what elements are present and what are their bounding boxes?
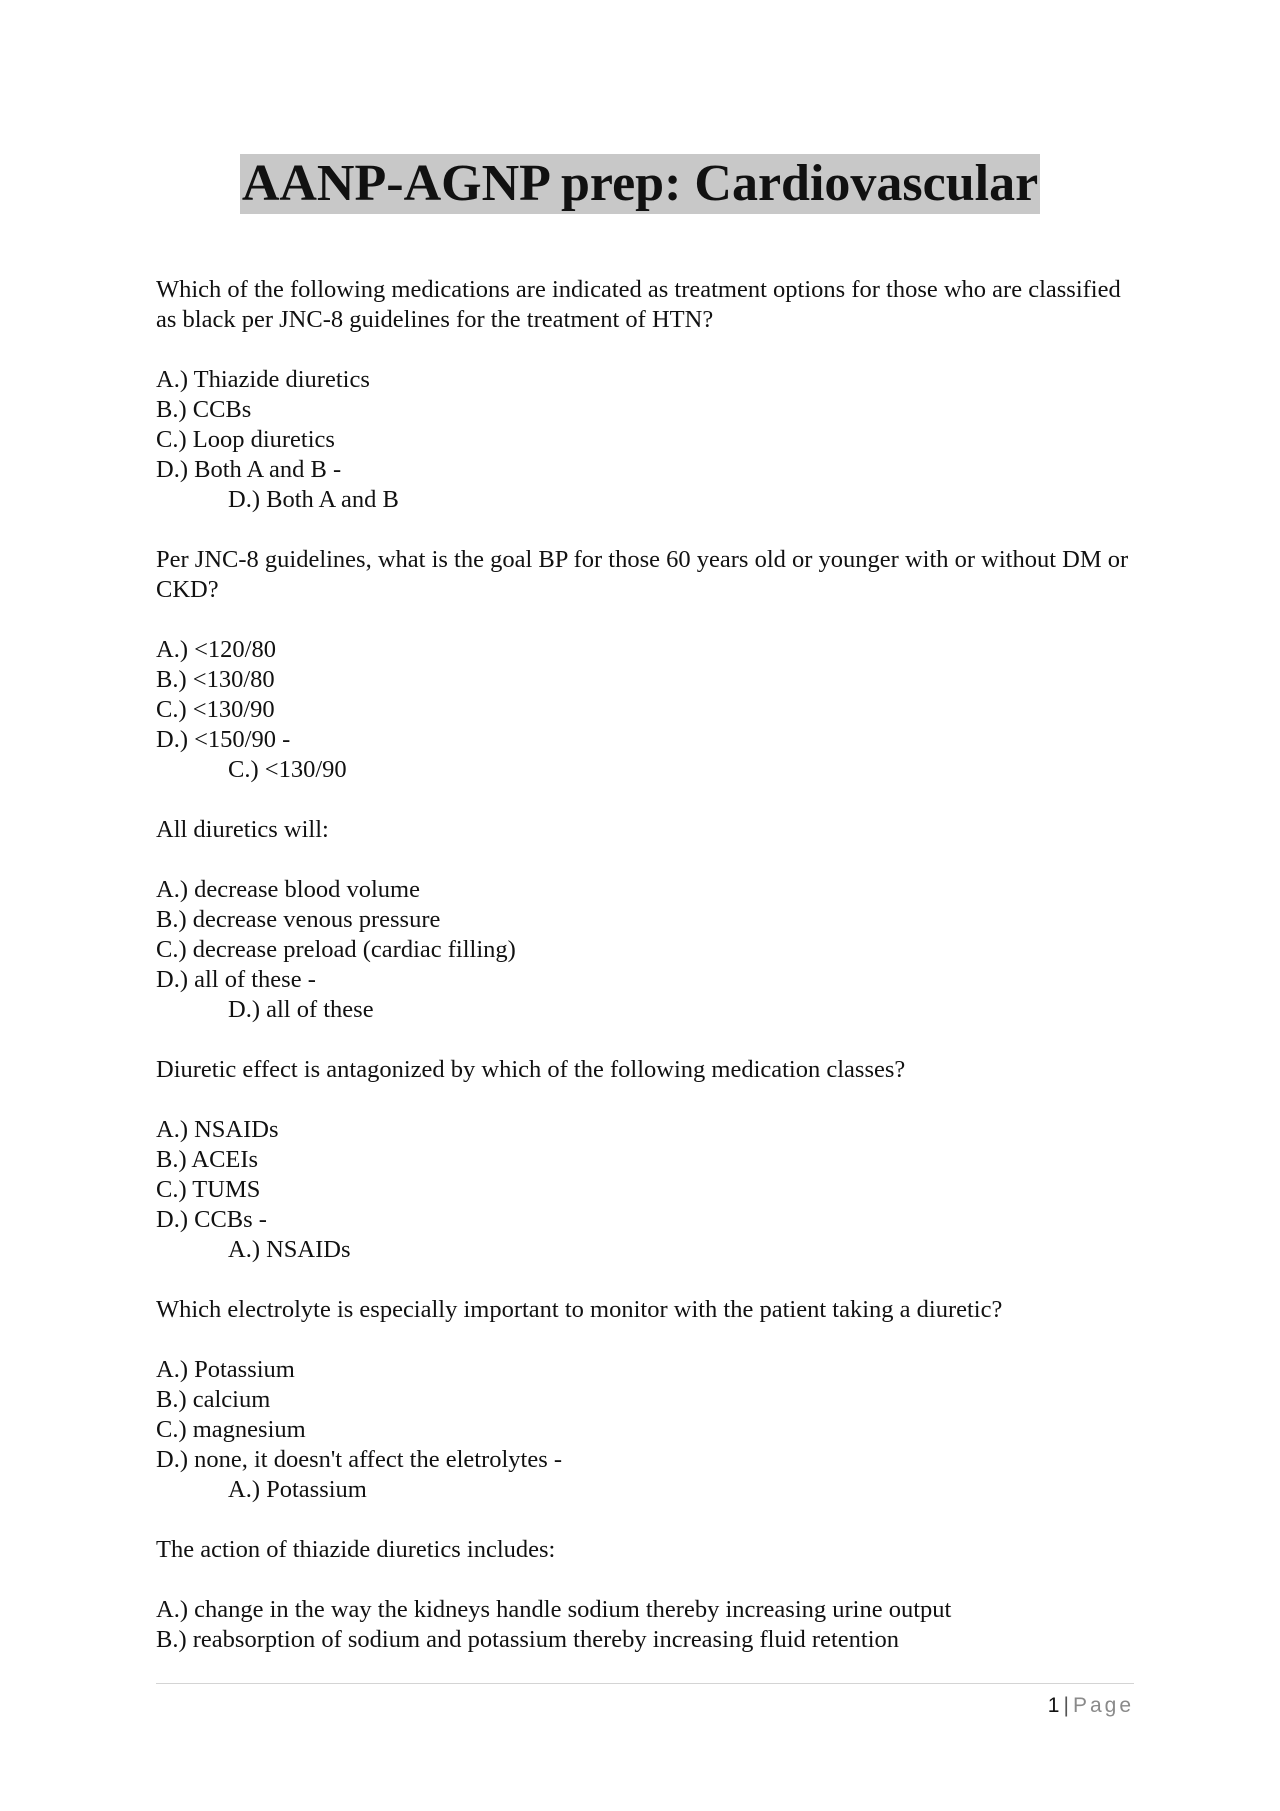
answer-option: D.) CCBs - xyxy=(156,1206,267,1233)
question-block xyxy=(156,545,1136,785)
question-text: Per JNC-8 guidelines, what is the goal BP for those 60 years old or younger with or without DM or CKD? xyxy=(156,546,1129,603)
answer-option: A.) NSAIDs xyxy=(156,1116,279,1143)
questions-list xyxy=(156,275,1136,1685)
footer-divider xyxy=(156,1683,1134,1684)
correct-answer: A.) Potassium xyxy=(228,1476,367,1503)
answer-option: B.) calcium xyxy=(156,1386,271,1413)
answer-option: B.) ACEIs xyxy=(156,1146,259,1173)
question-text: Diuretic effect is antagonized by which of the following medication classes? xyxy=(156,1056,906,1083)
page-number: 1 xyxy=(1047,1694,1060,1717)
question-block xyxy=(156,275,1136,515)
answer-option: C.) magnesium xyxy=(156,1416,306,1443)
answer-option: A.) change in the way the kidneys handle sodium thereby increasing urine output xyxy=(156,1596,952,1623)
question-block xyxy=(156,1535,1136,1655)
question-text: Which of the following medications are indicated as treatment options for those who are classified as black per JNC-8 guidelines for the treatment of HTN? xyxy=(156,276,1121,333)
correct-answer: C.) <130/90 xyxy=(228,756,347,783)
page-footer xyxy=(1048,1692,1134,1720)
answer-option: C.) decrease preload (cardiac filling) xyxy=(156,936,516,963)
correct-answer: D.) Both A and B xyxy=(228,486,399,513)
question-block xyxy=(156,1295,1136,1505)
answer-option: C.) TUMS xyxy=(156,1176,261,1203)
question-text: All diuretics will: xyxy=(156,816,329,843)
answer-option: D.) <150/90 - xyxy=(156,726,291,753)
answer-option: B.) reabsorption of sodium and potassium thereby increasing fluid retention xyxy=(156,1626,900,1653)
question-block xyxy=(156,1055,1136,1265)
answer-option: A.) <120/80 xyxy=(156,636,276,663)
answer-option: B.) <130/80 xyxy=(156,666,275,693)
footer-separator: | xyxy=(1063,1694,1069,1717)
answer-option: A.) Thiazide diuretics xyxy=(156,366,370,393)
title-container xyxy=(0,154,1280,214)
answer-option: D.) all of these - xyxy=(156,966,316,993)
page-label: Page xyxy=(1072,1694,1134,1717)
correct-answer: D.) all of these xyxy=(228,996,374,1023)
answer-option: B.) CCBs xyxy=(156,396,252,423)
answer-option: C.) Loop diuretics xyxy=(156,426,335,453)
page-title: AANP-AGNP prep: Cardiovascular xyxy=(241,155,1039,212)
answer-option: A.) decrease blood volume xyxy=(156,876,420,903)
correct-answer: A.) NSAIDs xyxy=(228,1236,351,1263)
answer-option: D.) Both A and B - xyxy=(156,456,342,483)
question-block xyxy=(156,815,1136,1025)
answer-option: D.) none, it doesn't affect the eletrolytes - xyxy=(156,1446,563,1473)
answer-option: C.) <130/90 xyxy=(156,696,275,723)
answer-option: B.) decrease venous pressure xyxy=(156,906,441,933)
question-text: The action of thiazide diuretics includes: xyxy=(156,1536,556,1563)
question-text: Which electrolyte is especially important to monitor with the patient taking a diuretic? xyxy=(156,1296,1003,1323)
answer-option: A.) Potassium xyxy=(156,1356,295,1383)
